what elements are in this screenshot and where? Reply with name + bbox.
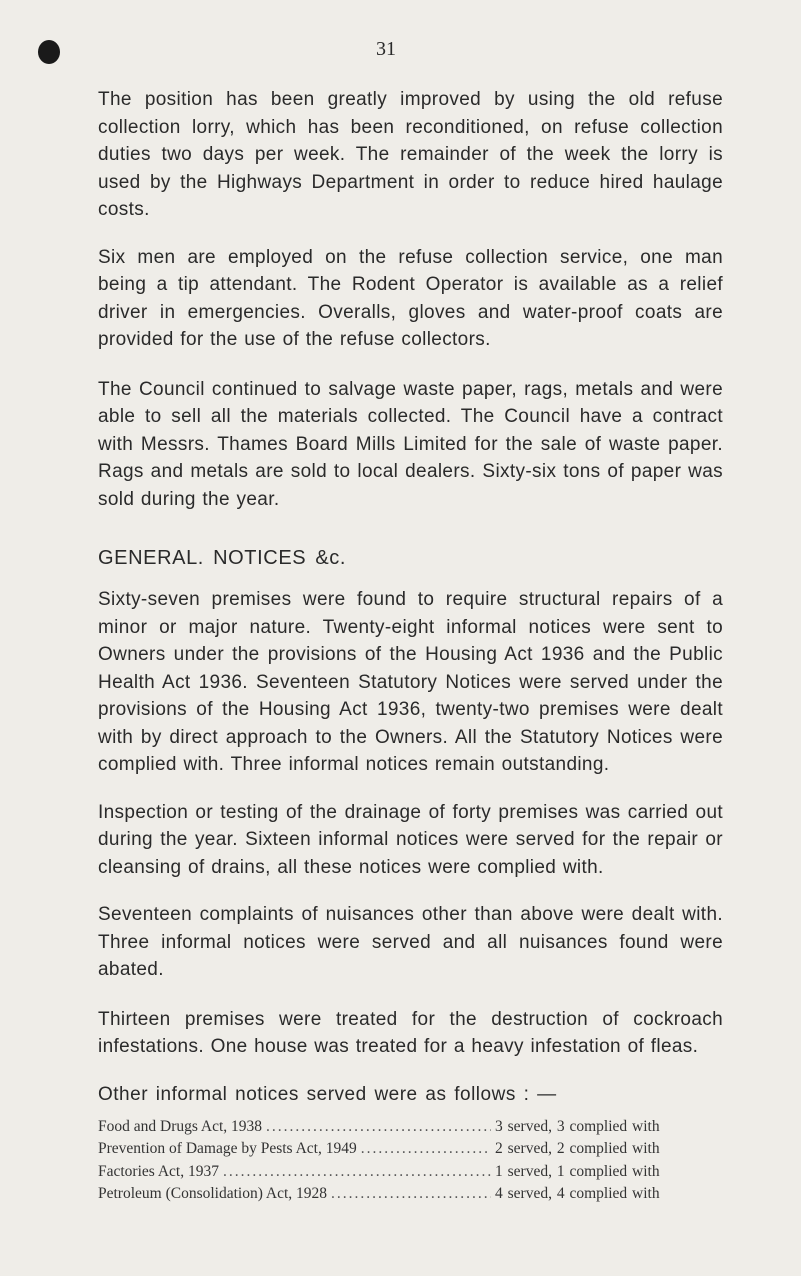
section-heading-general: GENERAL. NOTICES &c. (98, 547, 347, 569)
notice-result: 2 served, 2 complied with (495, 1140, 660, 1157)
leader-dots (223, 1161, 491, 1184)
notice-act: Prevention of Damage by Pests Act, 1949 (98, 1140, 357, 1157)
notice-result: 1 served, 1 complied with (495, 1162, 660, 1180)
paragraph-cockroach: Thirteen premises were treated for the destruction of cockroach infestations. One house was treated for a heavy infestation of fleas. (98, 1008, 723, 1057)
notice-result: 4 served, 4 complied with (495, 1185, 660, 1202)
paragraph-structural-repairs: Sixty-seven premises were found to require structural repairs of a minor or major nature. Twenty-eight informal notices were sent to Owners under the provisions of the Housing Act 1936 and the Public Health Act 1936. Seventeen Statutory Notices were served under the provisions of the Housing Act 1936, twenty-two premises were dealt with by direct approach to the Owners. All the Statutory Notices were complied with. Three informal notices remain outstanding. (98, 589, 723, 775)
paragraph-salvage: The Council continued to salvage waste paper, rags, metals and were able to sell all the materials collected. The Council have a contract with Messrs. Thames Board Mills Limited for the sale of waste paper. Rags and metals are sold to local dealers. Sixty-six tons of paper was sold during the year. (98, 378, 723, 510)
punch-hole-icon (38, 40, 60, 64)
notices-intro: Other informal notices served were as follows : — (98, 1083, 557, 1105)
paragraph-lorry: The position has been greatly improved by using the old refuse collection lorry, which has been reconditioned, on refuse collection duties two days per week. The remainder of the week the lorry is used by the Highways Department in order to reduce hired haulage costs. (98, 89, 723, 220)
list-item (98, 1116, 723, 1139)
leader-dots (361, 1138, 491, 1161)
notice-act: Petroleum (Consolidation) Act, 1928 (98, 1185, 328, 1202)
paragraph-drainage: Inspection or testing of the drainage of forty premises was carried out during the year. Sixteen informal notices were served for the repair or cleansing of drains, all these notices were complied with. (98, 801, 723, 878)
notice-act: Factories Act, 1937 (98, 1162, 219, 1180)
list-item (98, 1161, 723, 1184)
notice-result: 3 served, 3 complied with (495, 1117, 660, 1135)
notices-list (98, 1116, 723, 1206)
leader-dots (331, 1183, 491, 1206)
paragraph-nuisances: Seventeen complaints of nuisances other than above were dealt with. Three informal notices were served and all nuisances found were abated. (98, 904, 723, 980)
leader-dots (266, 1116, 491, 1139)
paragraph-staff: Six men are employed on the refuse collection service, one man being a tip attendant. The Rodent Operator is available as a relief driver in emergencies. Overalls, gloves and water-proof coats are provided for the use of the refuse collectors. (98, 246, 723, 350)
list-item (98, 1138, 723, 1161)
page-body (98, 86, 723, 1206)
page-number: 31 (376, 38, 396, 60)
notice-act: Food and Drugs Act, 1938 (98, 1117, 263, 1135)
list-item (98, 1183, 723, 1206)
